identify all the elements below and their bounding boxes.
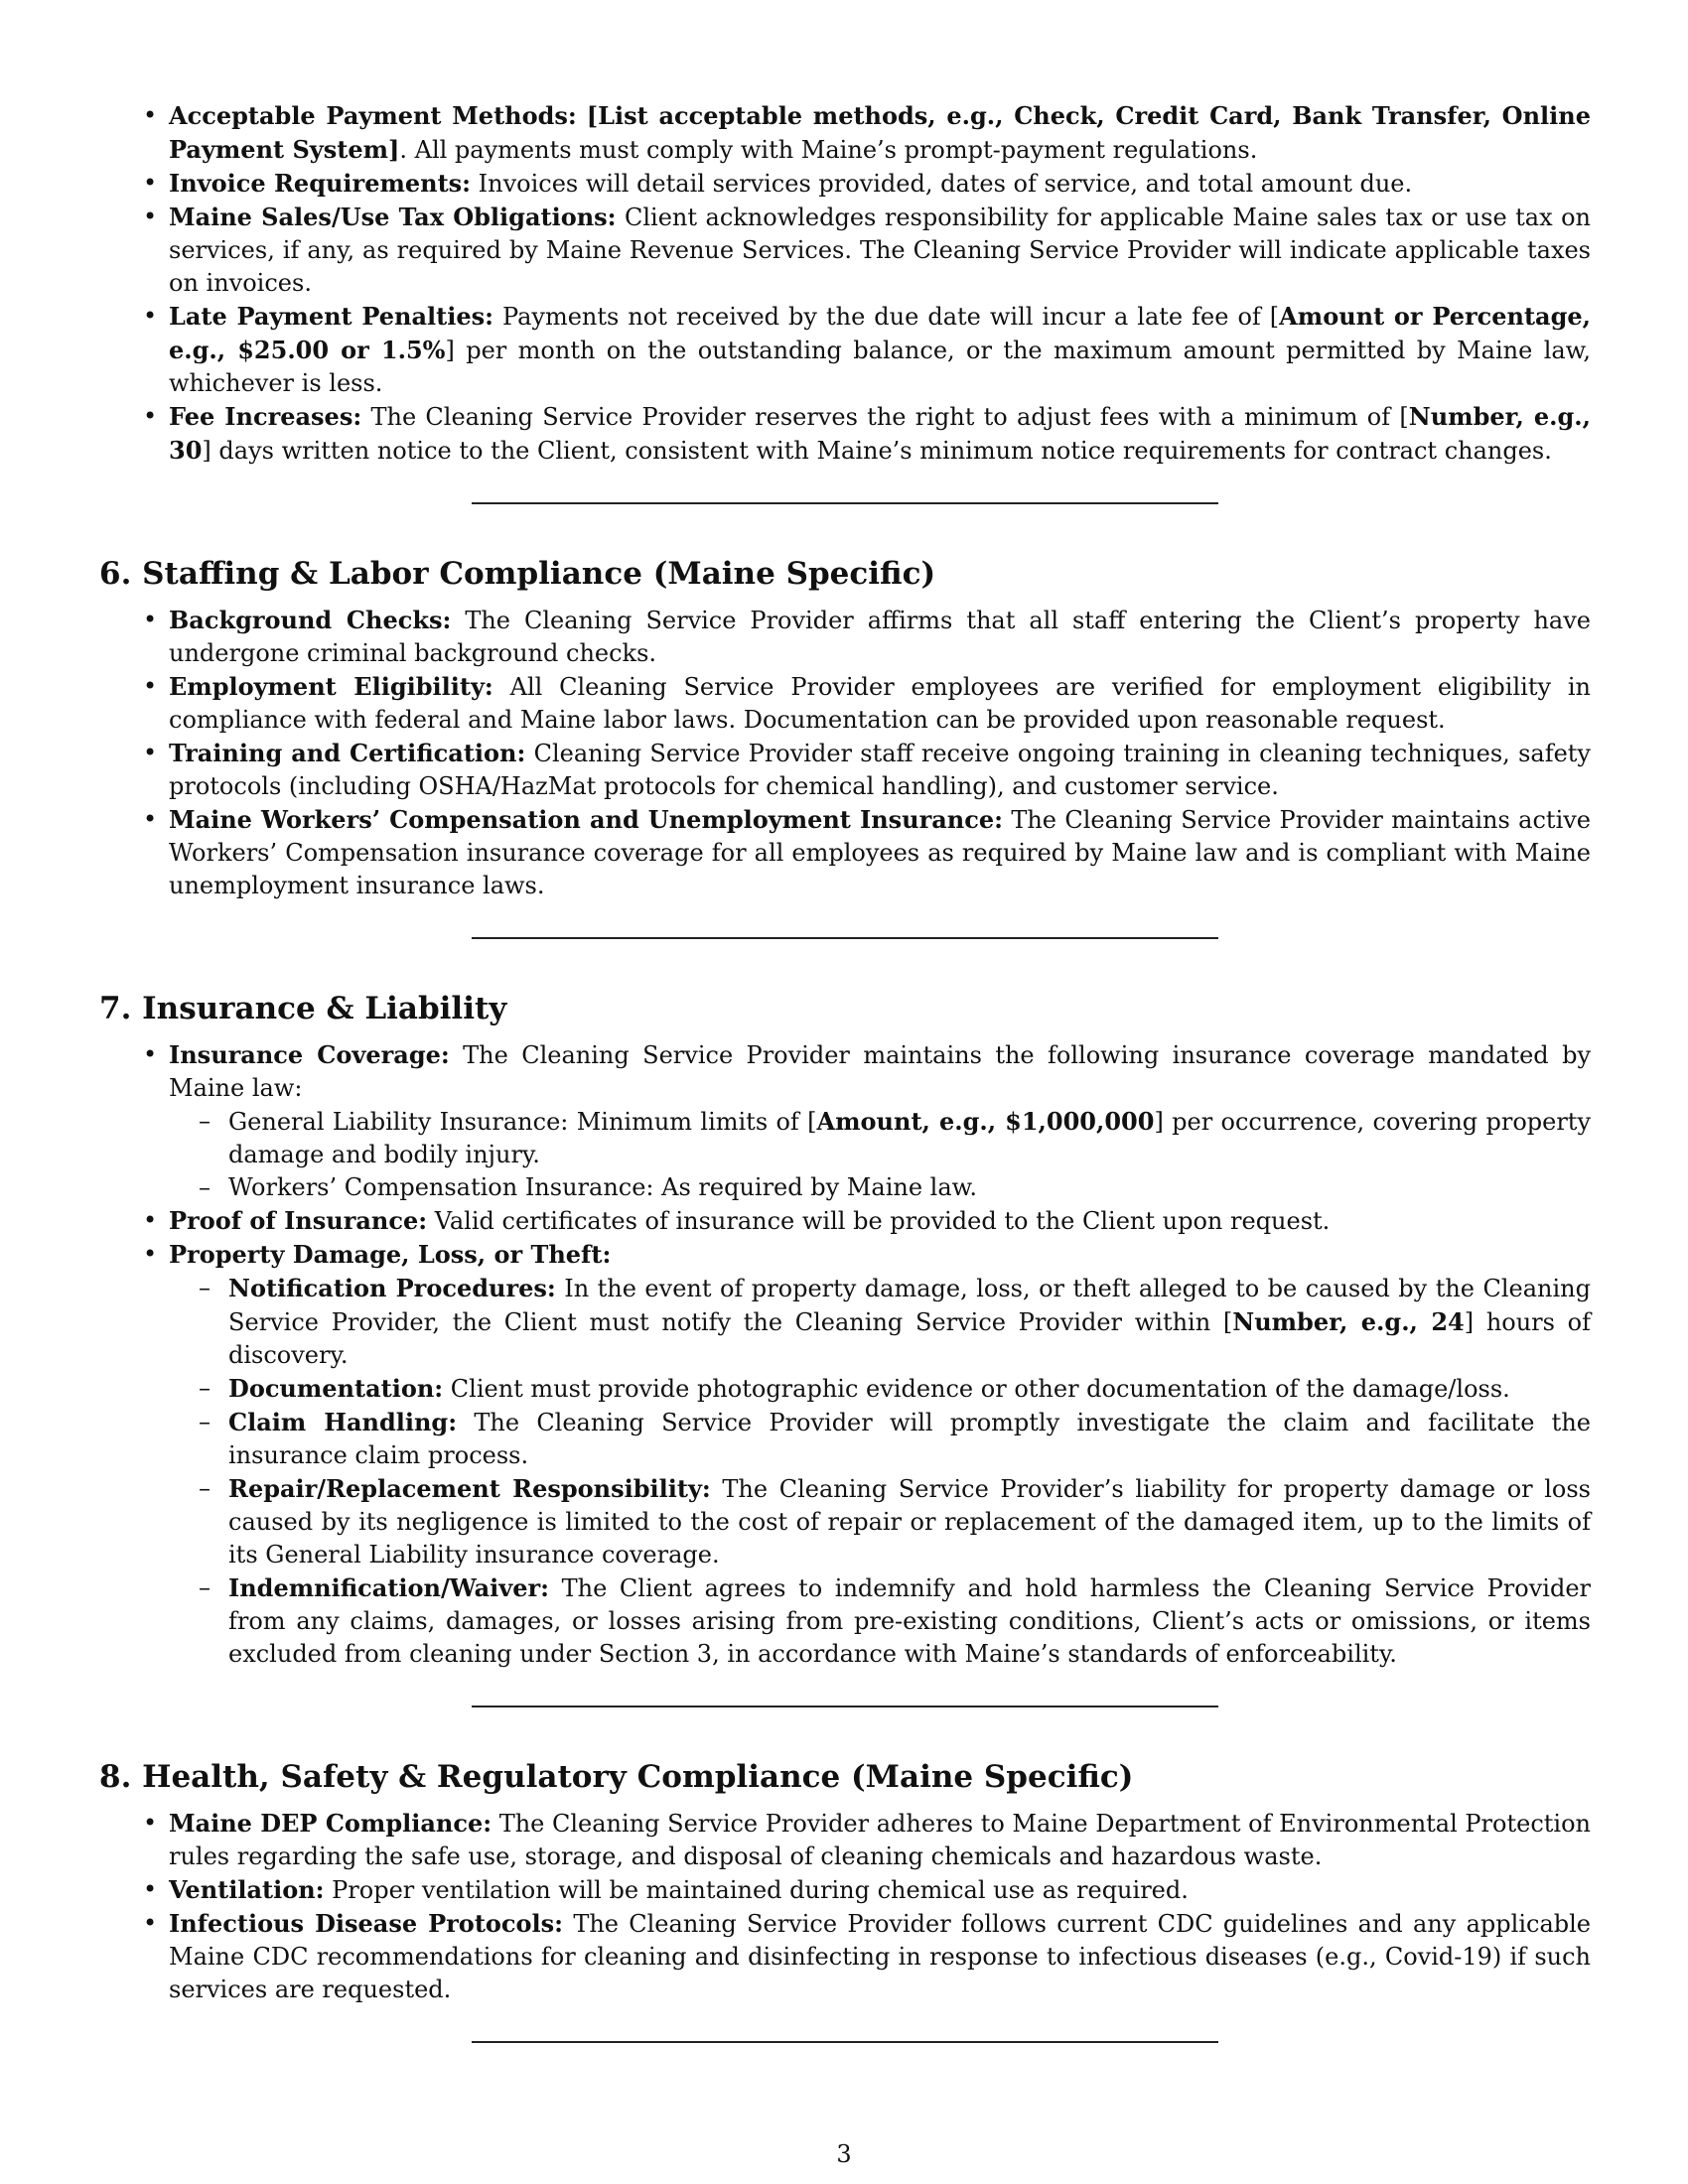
list-item: • Fee Increases: The Cleaning Service Provider reserves the right to adjust fees with a minimum of [Number, e.g., 30] days written notice to the Client, consistent with Maine’s minimum notice requirements for contract changes. [99,400,1591,468]
list-item: • Ventilation: Proper ventilation will be maintained during chemical use as required. [99,1873,1591,1907]
payment-terms-list [99,99,1591,468]
list-item: • Maine DEP Compliance: The Cleaning Service Provider adheres to Maine Department of Environmental Protection rules regarding the safe use, storage, and disposal of cleaning chemicals and hazardous waste. [99,1807,1591,1873]
list-item: • Background Checks: The Cleaning Service Provider affirms that all staff entering the Client’s property have undergone criminal background checks. [99,604,1591,670]
list-item: • Employment Eligibility: All Cleaning Service Provider employees are verified for employment eligibility in compliance with federal and Maine labor laws. Documentation can be provided upon reasonable request. [99,670,1591,737]
list-item: • Training and Certification: Cleaning Service Provider staff receive ongoing training in cleaning techniques, safety protocols (including OSHA/HazMat protocols for chemical handling), and customer service. [99,737,1591,803]
staffing-list [99,604,1591,902]
list-item: • Late Payment Penalties: Payments not received by the due date will incur a late fee of [Amount or Percentage, e.g., $25.00 or 1.5%] per month on the outstanding balance, or the maximum amount permitted by Maine law, whichever is less. [99,300,1591,400]
list-item: – Workers’ Compensation Insurance: As required by Maine law. [169,1171,1591,1204]
list-item: • Infectious Disease Protocols: The Cleaning Service Provider follows current CDC guidelines and any applicable Maine CDC recommendations for cleaning and disinfecting in response to infectious diseases (e.g., Covid-19) if such services are requested. [99,1907,1591,2006]
list-item: – General Liability Insurance: Minimum limits of [Amount, e.g., $1,000,000] per occurrence, covering property damage and bodily injury. [169,1105,1591,1171]
page-content [99,99,1591,2043]
list-item: – Documentation: Client must provide photographic evidence or other documentation of the damage/loss. [169,1372,1591,1406]
list-item: • Maine Sales/Use Tax Obligations: Client acknowledges responsibility for applicable Maine sales tax or use tax on services, if any, as required by Maine Revenue Services. The Cleaning Service Provider will indicate applicable taxes on invoices. [99,201,1591,300]
section-heading: 8. Health, Safety & Regulatory Compliance (Maine Specific) [99,1759,1134,1795]
page-number: 3 [836,2140,852,2168]
list-item: • Acceptable Payment Methods: [List acceptable methods, e.g., Check, Credit Card, Bank Transfer, Online Payment System]. All payments must comply with Maine’s prompt-payment regulations. [99,99,1591,167]
list-item: – Repair/Replacement Responsibility: The Cleaning Service Provider’s liability for property damage or loss caused by its negligence is limited to the cost of repair or replacement of the damaged item, up to the limits of its General Liability insurance coverage. [169,1472,1591,1571]
list-item: • Maine Workers’ Compensation and Unemployment Insurance: The Cleaning Service Provider maintains active Workers’ Compensation insurance coverage for all employees as required by Maine law and is compliant with Maine unemployment insurance laws. [99,803,1591,902]
insurance-list [99,1038,1591,1671]
section-divider [472,2041,1218,2043]
list-item: • Invoice Requirements: Invoices will detail services provided, dates of service, and total amount due. [99,167,1591,201]
section-heading: 6. Staffing & Labor Compliance (Maine Specific) [99,556,936,592]
list-item: • Proof of Insurance: Valid certificates of insurance will be provided to the Client upon request. [99,1204,1591,1238]
list-item: – Notification Procedures: In the event of property damage, loss, or theft alleged to be caused by the Cleaning Service Provider, the Client must notify the Cleaning Service Provider within [Number, e.g., 24] hours of discovery. [169,1272,1591,1372]
list-item: – Claim Handling: The Cleaning Service Provider will promptly investigate the claim and facilitate the insurance claim process. [169,1406,1591,1472]
list-item: • Property Damage, Loss, or Theft: – Notification Procedures: In the event of property damage, loss, or theft alleged to be caused by the Cleaning Service Provider, the Client must notify the Cleaning Service Provider within [Number, e.g., 24] hours of discovery. – Documentation: Client must provide photographic evidence or other documentation of the damage/loss. – Claim Handling: The Cleaning Service Provider will promptly investigate the claim and facilitate the insurance claim process. – Repair/Replacement Responsibility: The Cleaning Service Provider’s liability for property damage or loss caused by its negligence is limited to the cost of repair or replacement of the damaged item, up to the limits of its General Liability insurance coverage. – Indemnification/Waiver: The Client agrees to indemnify and hold harmless the Cleaning Service Provider from any claims, damages, or losses arising from pre-existing conditions, Client’s acts or omissions, or items excluded from cleaning under Section 3, in accordance with Maine’s standards of enforceability. [99,1238,1591,1671]
list-item: – Indemnification/Waiver: The Client agrees to indemnify and hold harmless the Cleaning Service Provider from any claims, damages, or losses arising from pre-existing conditions, Client’s acts or omissions, or items excluded from cleaning under Section 3, in accordance with Maine’s standards of enforceability. [169,1571,1591,1671]
coverage-sublist [169,1105,1591,1204]
list-item: • Insurance Coverage: The Cleaning Service Provider maintains the following insurance coverage mandated by Maine law: – General Liability Insurance: Minimum limits of [Amount, e.g., $1,000,000] per occurrence, covering property damage and bodily injury. – Workers’ Compensation Insurance: As required by Maine law. [99,1038,1591,1204]
damage-sublist [169,1272,1591,1671]
health-safety-list [99,1807,1591,2006]
section-heading: 7. Insurance & Liability [99,991,507,1026]
